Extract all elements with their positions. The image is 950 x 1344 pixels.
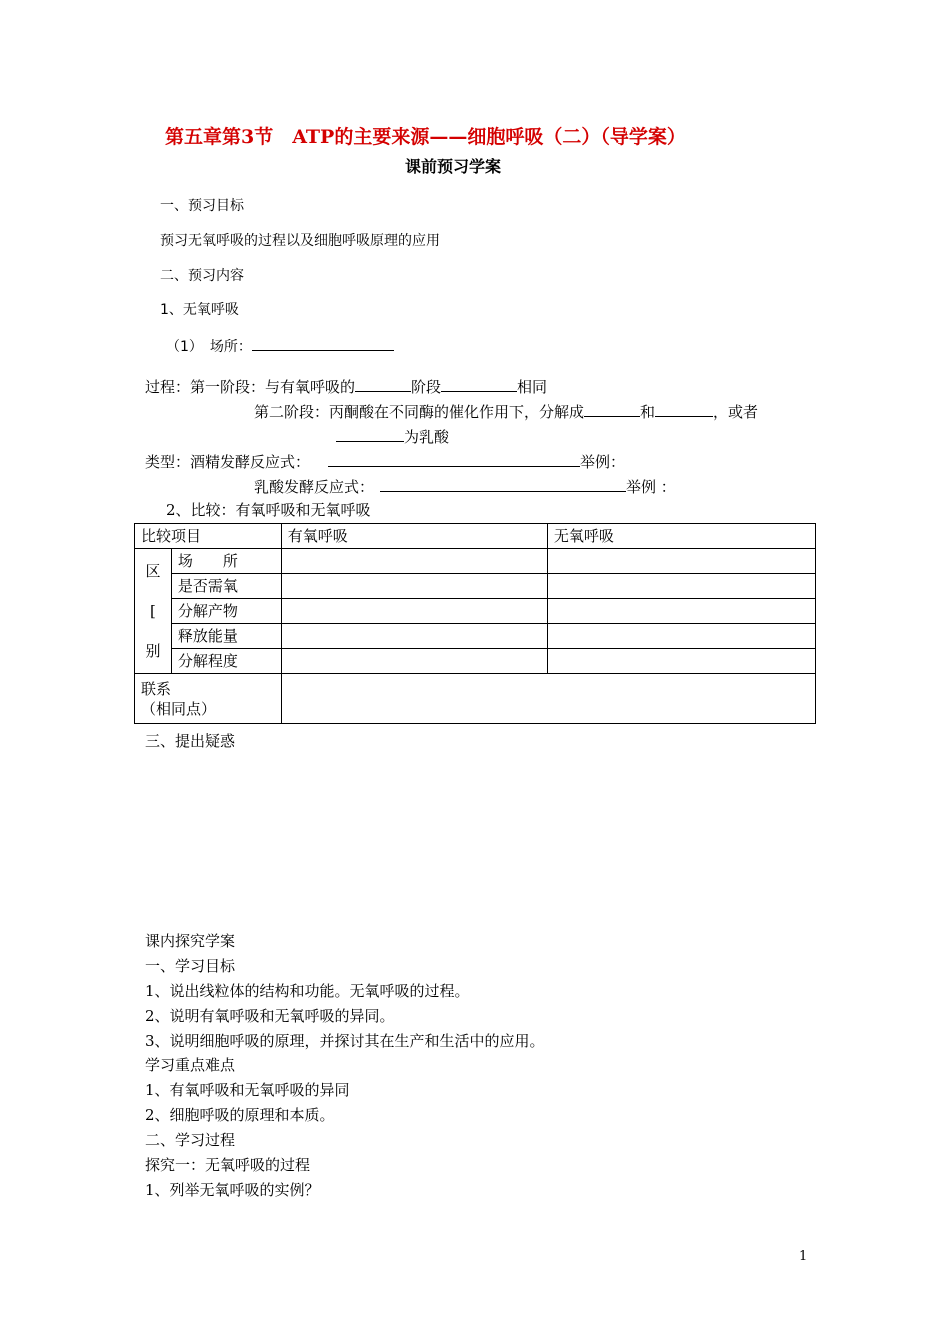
lactic-label: 乳酸发酵反应式：: [254, 478, 375, 496]
explore-heading: 探究一：无氧呼吸的过程: [145, 1156, 311, 1174]
key-point-1: 1、有氧呼吸和无氧呼吸的异同: [145, 1081, 350, 1099]
stage2-blank-3[interactable]: [336, 426, 404, 442]
cell-aerobic-energy[interactable]: [281, 624, 547, 649]
page-number: 1: [799, 1249, 808, 1264]
stage1-blank-1[interactable]: [355, 376, 411, 392]
link-label-cell: [135, 674, 282, 724]
preview-goal-heading: 一、预习目标: [160, 198, 244, 214]
inclass-heading: 课内探究学案: [145, 932, 236, 950]
cell-anaerobic-products[interactable]: [547, 599, 815, 624]
header-item: 比较项目: [135, 524, 282, 549]
link-label-2: （相同点）: [141, 699, 217, 718]
header-aerobic: 有氧呼吸: [281, 524, 547, 549]
learning-goal-3: 3、说明细胞呼吸的原理，并探讨其在生产和生活中的应用。: [145, 1032, 545, 1050]
alcohol-fermentation-line: [145, 451, 625, 472]
group-char-3: 别: [145, 642, 161, 660]
group-char-1: 区: [145, 562, 161, 580]
row-label-products: 分解产物: [171, 599, 281, 624]
compare-heading: 2、比较：有氧呼吸和无氧呼吸: [166, 501, 371, 519]
table-row: [135, 599, 816, 624]
table-row: [135, 549, 816, 574]
row-label-oxygen: 是否需氧: [171, 574, 281, 599]
learning-process-heading: 二、学习过程: [145, 1131, 236, 1149]
alcohol-equation-blank[interactable]: [328, 451, 580, 467]
cell-anaerobic-energy[interactable]: [547, 624, 815, 649]
link-label-1: 联系: [141, 679, 172, 698]
cell-anaerobic-place[interactable]: [547, 549, 815, 574]
stage2-text-a: 第二阶段：丙酮酸在不同酶的催化作用下，分解成: [254, 403, 585, 421]
anaerobic-heading: 1、无氧呼吸: [160, 302, 239, 318]
key-points-heading: 学习重点难点: [145, 1056, 236, 1074]
example-label-2: 举例 ：: [626, 478, 676, 496]
table-row: [135, 624, 816, 649]
stage2-text-d: 为乳酸: [404, 428, 450, 446]
process-label: 过程：: [145, 378, 191, 396]
cell-aerobic-products[interactable]: [281, 599, 547, 624]
process-stage2-line-2: [336, 426, 449, 447]
cell-aerobic-oxygen[interactable]: [281, 574, 547, 599]
learning-goal-1: 1、说出线粒体的结构和功能。无氧呼吸的过程。: [145, 982, 470, 1000]
row-label-degree: 分解程度: [171, 649, 281, 674]
cell-aerobic-place[interactable]: [281, 549, 547, 574]
cell-anaerobic-degree[interactable]: [547, 649, 815, 674]
comparison-table: [134, 523, 816, 724]
page-subtitle: 课前预习学案: [405, 157, 502, 176]
key-point-2: 2、细胞呼吸的原理和本质。: [145, 1106, 335, 1124]
cell-link[interactable]: [281, 674, 815, 724]
page-title: 第五章第3节 ATP的主要来源——细胞呼吸（二）（导学案）: [165, 126, 686, 148]
place-line: [166, 335, 394, 357]
cell-aerobic-degree[interactable]: [281, 649, 547, 674]
stage2-blank-2[interactable]: [655, 401, 713, 417]
stage2-text-c: ，或者: [713, 403, 759, 421]
lactic-equation-blank[interactable]: [380, 476, 626, 492]
table-row: [135, 649, 816, 674]
header-anaerobic: 无氧呼吸: [547, 524, 815, 549]
stage1-text-c: 相同: [517, 378, 548, 396]
table-row: [135, 574, 816, 599]
stage1-blank-2[interactable]: [441, 376, 517, 392]
table-row: [135, 674, 816, 724]
alcohol-label: 类型：酒精发酵反应式：: [145, 453, 311, 471]
preview-content-heading: 二、预习内容: [160, 268, 244, 284]
process-stage2-line: [254, 401, 758, 422]
preview-goal-text: 预习无氧呼吸的过程以及细胞呼吸原理的应用: [160, 233, 440, 249]
stage2-text-b: 和: [640, 403, 656, 421]
stage1-text-b: 阶段: [411, 378, 442, 396]
difference-group-cell: [135, 549, 172, 674]
group-char-2: [: [150, 602, 156, 620]
cell-anaerobic-oxygen[interactable]: [547, 574, 815, 599]
lactic-fermentation-line: [254, 476, 676, 497]
learning-goal-heading: 一、学习目标: [145, 957, 236, 975]
example-label-1: 举例：: [580, 453, 626, 471]
learning-goal-2: 2、说明有氧呼吸和无氧呼吸的异同。: [145, 1007, 395, 1025]
question-heading: 三、提出疑惑: [145, 732, 236, 750]
explore-question-1: 1、列举无氧呼吸的实例？: [145, 1181, 320, 1199]
place-label: （1） 场所：: [166, 339, 252, 355]
process-stage1-line: [145, 376, 547, 397]
row-label-energy: 释放能量: [171, 624, 281, 649]
row-label-place: 场 所: [171, 549, 281, 574]
place-blank[interactable]: [252, 335, 394, 351]
stage2-blank-1[interactable]: [584, 401, 640, 417]
table-header-row: [135, 524, 816, 549]
stage1-text-a: 第一阶段：与有氧呼吸的: [190, 378, 356, 396]
